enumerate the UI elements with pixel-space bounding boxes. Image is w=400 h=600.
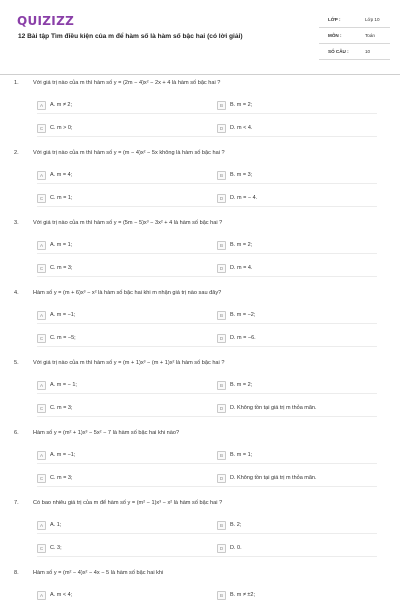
question-number: 5. bbox=[14, 360, 19, 366]
option-text: D. 0. bbox=[230, 545, 242, 551]
answer-option-b[interactable] bbox=[217, 451, 377, 461]
answer-option-c[interactable] bbox=[37, 474, 197, 484]
answer-option-a[interactable] bbox=[37, 241, 197, 251]
option-letter-box[interactable]: C bbox=[37, 474, 46, 483]
answer-option-a[interactable] bbox=[37, 311, 197, 321]
option-letter-box[interactable]: A bbox=[37, 521, 46, 530]
option-text: A. m = 4; bbox=[50, 172, 73, 178]
option-letter-box[interactable]: A bbox=[37, 591, 46, 600]
option-text: D. m < 4. bbox=[230, 125, 253, 131]
meta-label: SỐ CÂU : bbox=[328, 49, 349, 54]
option-row-divider bbox=[37, 463, 377, 464]
meta-row-subject bbox=[319, 28, 390, 44]
question-text: Hàm số y = (m + 6)x³ − x² là hàm số bậc hai khi m nhận giá trị nào sau đây? bbox=[33, 290, 222, 296]
question-text: Với giá trị nào của m thì hàm số y = (m − 4)x² − 5x không là hàm số bậc hai ? bbox=[33, 150, 225, 156]
option-text: C. m = 3; bbox=[50, 265, 73, 271]
answer-option-a[interactable] bbox=[37, 171, 197, 181]
option-text: C. m = 3; bbox=[50, 405, 73, 411]
meta-row-class bbox=[319, 12, 390, 28]
quizizz-logo[interactable]: QUIZIZZ bbox=[17, 14, 75, 28]
answer-option-b[interactable] bbox=[217, 241, 377, 251]
question-number: 4. bbox=[14, 290, 19, 296]
option-row-divider bbox=[37, 533, 377, 534]
worksheet-meta bbox=[319, 12, 390, 60]
option-text: A. m = 1; bbox=[50, 242, 73, 248]
answer-option-a[interactable] bbox=[37, 521, 197, 531]
answer-option-c[interactable] bbox=[37, 194, 197, 204]
option-letter-box[interactable]: B bbox=[217, 521, 226, 530]
answer-option-c[interactable] bbox=[37, 124, 197, 134]
option-text: D. m = −6. bbox=[230, 335, 256, 341]
question-number: 2. bbox=[14, 150, 19, 156]
option-letter-box[interactable]: C bbox=[37, 404, 46, 413]
answer-option-d[interactable] bbox=[217, 124, 377, 134]
question-number: 1. bbox=[14, 80, 19, 86]
option-text: B. m = 3; bbox=[230, 172, 253, 178]
worksheet-title: 12 Bài tập Tìm điều kiện của m để hàm số là hàm số bậc hai (có lời giải) bbox=[18, 33, 243, 40]
answer-option-a[interactable] bbox=[37, 591, 197, 600]
option-text: B. 2; bbox=[230, 522, 242, 528]
option-text: C. 3; bbox=[50, 545, 62, 551]
meta-label: LỚP : bbox=[328, 17, 341, 22]
header-divider bbox=[0, 74, 400, 75]
answer-option-b[interactable] bbox=[217, 101, 377, 111]
option-letter-box[interactable]: A bbox=[37, 171, 46, 180]
meta-value: Lớp 10 bbox=[365, 17, 380, 22]
answer-option-d[interactable] bbox=[217, 404, 377, 414]
option-text: C. m = −5; bbox=[50, 335, 76, 341]
option-letter-box[interactable]: A bbox=[37, 381, 46, 390]
option-letter-box[interactable]: B bbox=[217, 451, 226, 460]
answer-option-d[interactable] bbox=[217, 474, 377, 484]
option-letter-box[interactable]: D bbox=[217, 404, 226, 413]
option-text: B. m = 2; bbox=[230, 102, 253, 108]
question-text: Với giá trị nào của m thì hàm số y = (m + 1)x³ − (m + 1)x² là hàm số bậc hai ? bbox=[33, 360, 225, 366]
option-text: A. m < 4; bbox=[50, 592, 73, 598]
option-row-divider bbox=[37, 486, 377, 487]
answer-option-c[interactable] bbox=[37, 334, 197, 344]
answer-option-b[interactable] bbox=[217, 381, 377, 391]
question-number: 8. bbox=[14, 570, 19, 576]
answer-option-a[interactable] bbox=[37, 381, 197, 391]
question-number: 3. bbox=[14, 220, 19, 226]
option-row-divider bbox=[37, 183, 377, 184]
option-text: D. m = 4. bbox=[230, 265, 253, 271]
answer-option-c[interactable] bbox=[37, 404, 197, 414]
question-number: 6. bbox=[14, 430, 19, 436]
option-letter-box[interactable]: D bbox=[217, 334, 226, 343]
option-letter-box[interactable]: A bbox=[37, 241, 46, 250]
answer-option-a[interactable] bbox=[37, 451, 197, 461]
option-letter-box[interactable]: A bbox=[37, 311, 46, 320]
answer-option-c[interactable] bbox=[37, 544, 197, 554]
option-row-divider bbox=[37, 253, 377, 254]
answer-option-a[interactable] bbox=[37, 101, 197, 111]
option-text: C. m = 3; bbox=[50, 475, 73, 481]
option-letter-box[interactable]: C bbox=[37, 194, 46, 203]
option-letter-box[interactable]: D bbox=[217, 474, 226, 483]
option-text: A. m ≠ 2; bbox=[50, 102, 72, 108]
answer-option-b[interactable] bbox=[217, 171, 377, 181]
meta-row-question-count bbox=[319, 44, 390, 60]
option-row-divider bbox=[37, 416, 377, 417]
option-text: D. Không tồn tại giá trị m thỏa mãn. bbox=[230, 405, 317, 411]
question-number: 7. bbox=[14, 500, 19, 506]
option-text: C. m = 1; bbox=[50, 195, 73, 201]
answer-option-d[interactable] bbox=[217, 194, 377, 204]
answer-option-b[interactable] bbox=[217, 521, 377, 531]
meta-value: Toán bbox=[365, 33, 375, 38]
question-text: Hàm số y = (m² + 1)x³ − 5x² − 7 là hàm số bậc hai khi nào? bbox=[33, 430, 180, 436]
option-letter-box[interactable]: B bbox=[217, 171, 226, 180]
option-letter-box[interactable]: B bbox=[217, 241, 226, 250]
option-text: B. m = −2; bbox=[230, 312, 256, 318]
question-text: Hàm số y = (m² − 4)x² − 4x − 5 là hàm số bậc hai khi bbox=[33, 570, 164, 576]
option-text: A. m = − 1; bbox=[50, 382, 77, 388]
option-letter-box[interactable]: D bbox=[217, 264, 226, 273]
option-text: A. m = −1; bbox=[50, 452, 76, 458]
option-letter-box[interactable]: A bbox=[37, 101, 46, 110]
option-row-divider bbox=[37, 113, 377, 114]
option-text: B. m ≠ ±2; bbox=[230, 592, 255, 598]
meta-value: 10 bbox=[365, 49, 371, 54]
answer-option-d[interactable] bbox=[217, 334, 377, 344]
option-letter-box[interactable]: D bbox=[217, 124, 226, 133]
option-row-divider bbox=[37, 393, 377, 394]
option-letter-box[interactable]: B bbox=[217, 591, 226, 600]
option-text: D. m = − 4. bbox=[230, 195, 258, 201]
option-row-divider bbox=[37, 136, 377, 137]
option-letter-box[interactable]: A bbox=[37, 451, 46, 460]
option-letter-box[interactable]: C bbox=[37, 264, 46, 273]
option-row-divider bbox=[37, 346, 377, 347]
answer-option-b[interactable] bbox=[217, 311, 377, 321]
option-text: D. Không tồn tại giá trị m thỏa mãn. bbox=[230, 475, 317, 481]
meta-label: MÔN : bbox=[328, 33, 342, 38]
option-text: C. m > 0; bbox=[50, 125, 73, 131]
question-text: Có bao nhiêu giá trị của m để hàm số y = (m² − 1)x³ − x² là hàm số bậc hai ? bbox=[33, 500, 223, 506]
answer-option-d[interactable] bbox=[217, 544, 377, 554]
option-letter-box[interactable]: D bbox=[217, 544, 226, 553]
question-text: Với giá trị nào của m thì hàm số y = (5m − 5)x³ − 3x² + 4 là hàm số bậc hai ? bbox=[33, 220, 223, 226]
answer-option-d[interactable] bbox=[217, 264, 377, 274]
option-letter-box[interactable]: C bbox=[37, 334, 46, 343]
option-text: B. m = 1; bbox=[230, 452, 253, 458]
option-text: A. 1; bbox=[50, 522, 62, 528]
option-row-divider bbox=[37, 206, 377, 207]
option-row-divider bbox=[37, 556, 377, 557]
option-letter-box[interactable]: B bbox=[217, 101, 226, 110]
option-letter-box[interactable]: D bbox=[217, 194, 226, 203]
answer-option-c[interactable] bbox=[37, 264, 197, 274]
answer-option-b[interactable] bbox=[217, 591, 377, 600]
option-letter-box[interactable]: B bbox=[217, 381, 226, 390]
worksheet-header bbox=[0, 0, 400, 74]
option-text: B. m = 2; bbox=[230, 242, 253, 248]
option-letter-box[interactable]: B bbox=[217, 311, 226, 320]
option-row-divider bbox=[37, 323, 377, 324]
option-text: A. m = −1; bbox=[50, 312, 76, 318]
option-text: B. m = 2; bbox=[230, 382, 253, 388]
option-letter-box[interactable]: C bbox=[37, 124, 46, 133]
option-letter-box[interactable]: C bbox=[37, 544, 46, 553]
option-row-divider bbox=[37, 276, 377, 277]
question-text: Với giá trị nào của m thì hàm số y = (2m − 4)x² − 2x + 4 là hàm số bậc hai ? bbox=[33, 80, 221, 86]
